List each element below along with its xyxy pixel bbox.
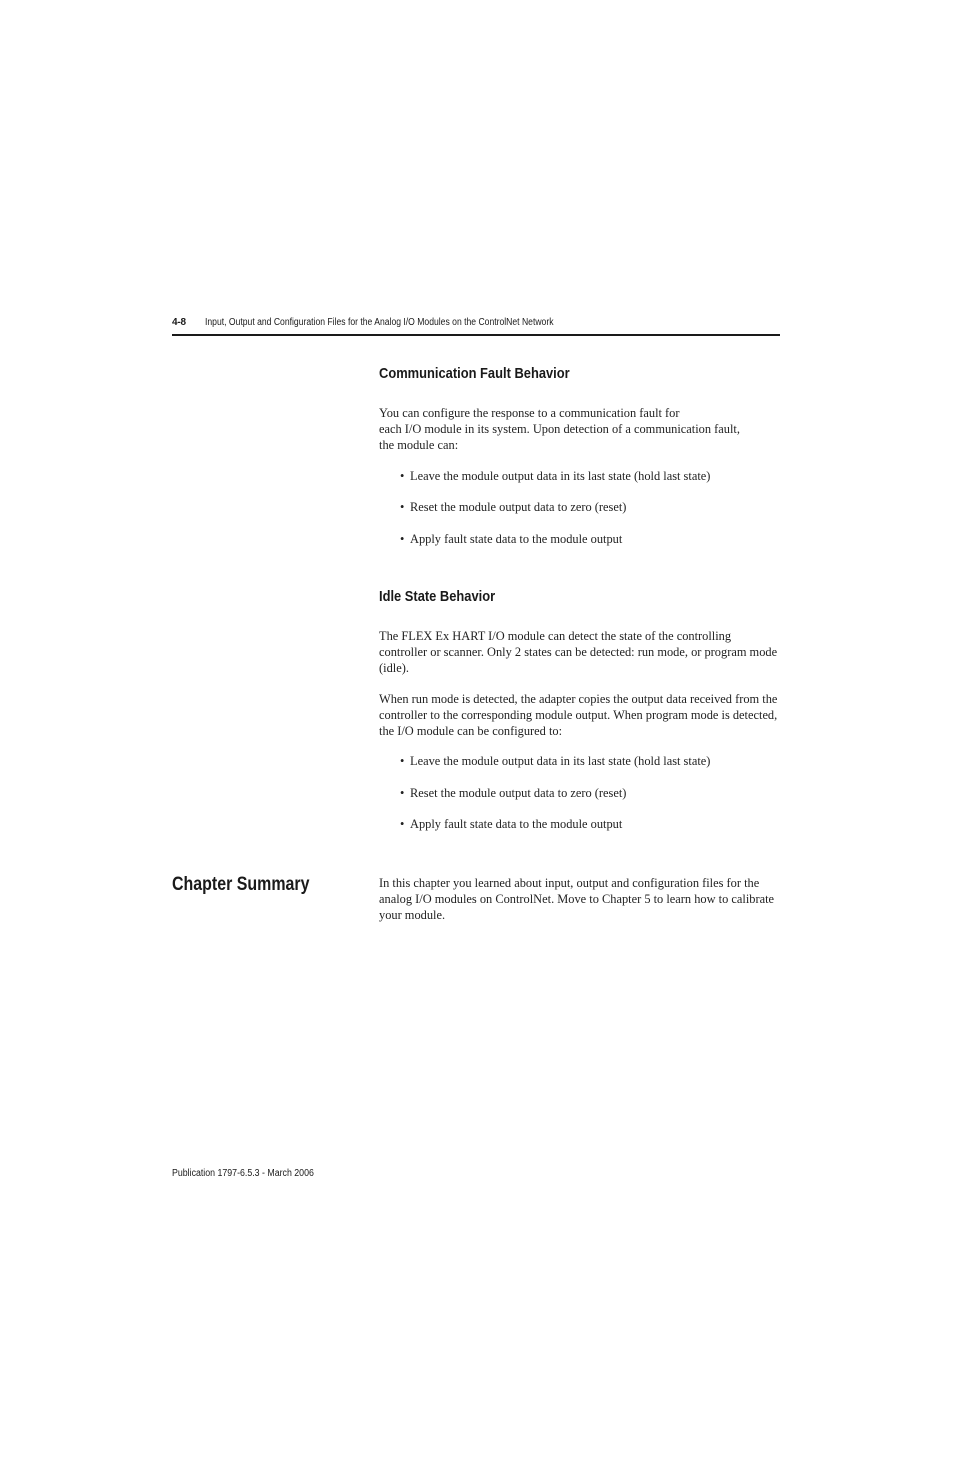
idle-state-paragraph-1: The FLEX Ex HART I/O module can detect the state of the controlling controller or scanner. Only 2 states can be detected: run mode, or program mode (idle). <box>379 629 778 675</box>
chapter-summary-heading: Chapter Summary <box>172 874 310 895</box>
list-item: • Apply fault state data to the module output <box>400 532 623 546</box>
list-item: • Reset the module output data to zero (reset) <box>400 786 627 800</box>
communication-fault-intro <box>379 405 789 453</box>
header-divider <box>172 334 780 336</box>
intro-line-1: You can configure the response to a communication fault for <box>379 406 680 420</box>
bullet-icon: • <box>400 817 405 831</box>
idle-state-paragraph-2: When run mode is detected, the adapter copies the output data received from the controller to the corresponding module output. When program mode is detected, the I/O module can be configured to: <box>379 692 778 738</box>
intro-line-3: the module can: <box>379 438 459 452</box>
bullet-icon: • <box>400 469 405 483</box>
list-item: • Reset the module output data to zero (reset) <box>400 500 627 514</box>
list-item: • Leave the module output data in its last state (hold last state) <box>400 754 711 768</box>
idle-state-heading: Idle State Behavior <box>379 588 496 605</box>
list-item: • Leave the module output data in its last state (hold last state) <box>400 469 711 483</box>
bullet-icon: • <box>400 500 405 514</box>
bullet-icon: • <box>400 754 405 768</box>
bullet-icon: • <box>400 532 405 546</box>
communication-fault-heading: Communication Fault Behavior <box>379 365 570 382</box>
bullet-icon: • <box>400 786 405 800</box>
page-number: 4-8 <box>172 317 186 328</box>
list-item: • Apply fault state data to the module output <box>400 817 623 831</box>
publication-footer: Publication 1797-6.5.3 - March 2006 <box>172 1168 314 1179</box>
intro-line-2: each I/O module in its system. Upon detection of a communication fault, <box>379 422 740 436</box>
chapter-summary-text: In this chapter you learned about input, output and configuration files for the analog I/O modules on ControlNet. Move to Chapter 5 to learn how to calibrate your module. <box>379 876 775 922</box>
running-header-title: Input, Output and Configuration Files for the Analog I/O Modules on the ControlNet Network <box>205 317 554 328</box>
